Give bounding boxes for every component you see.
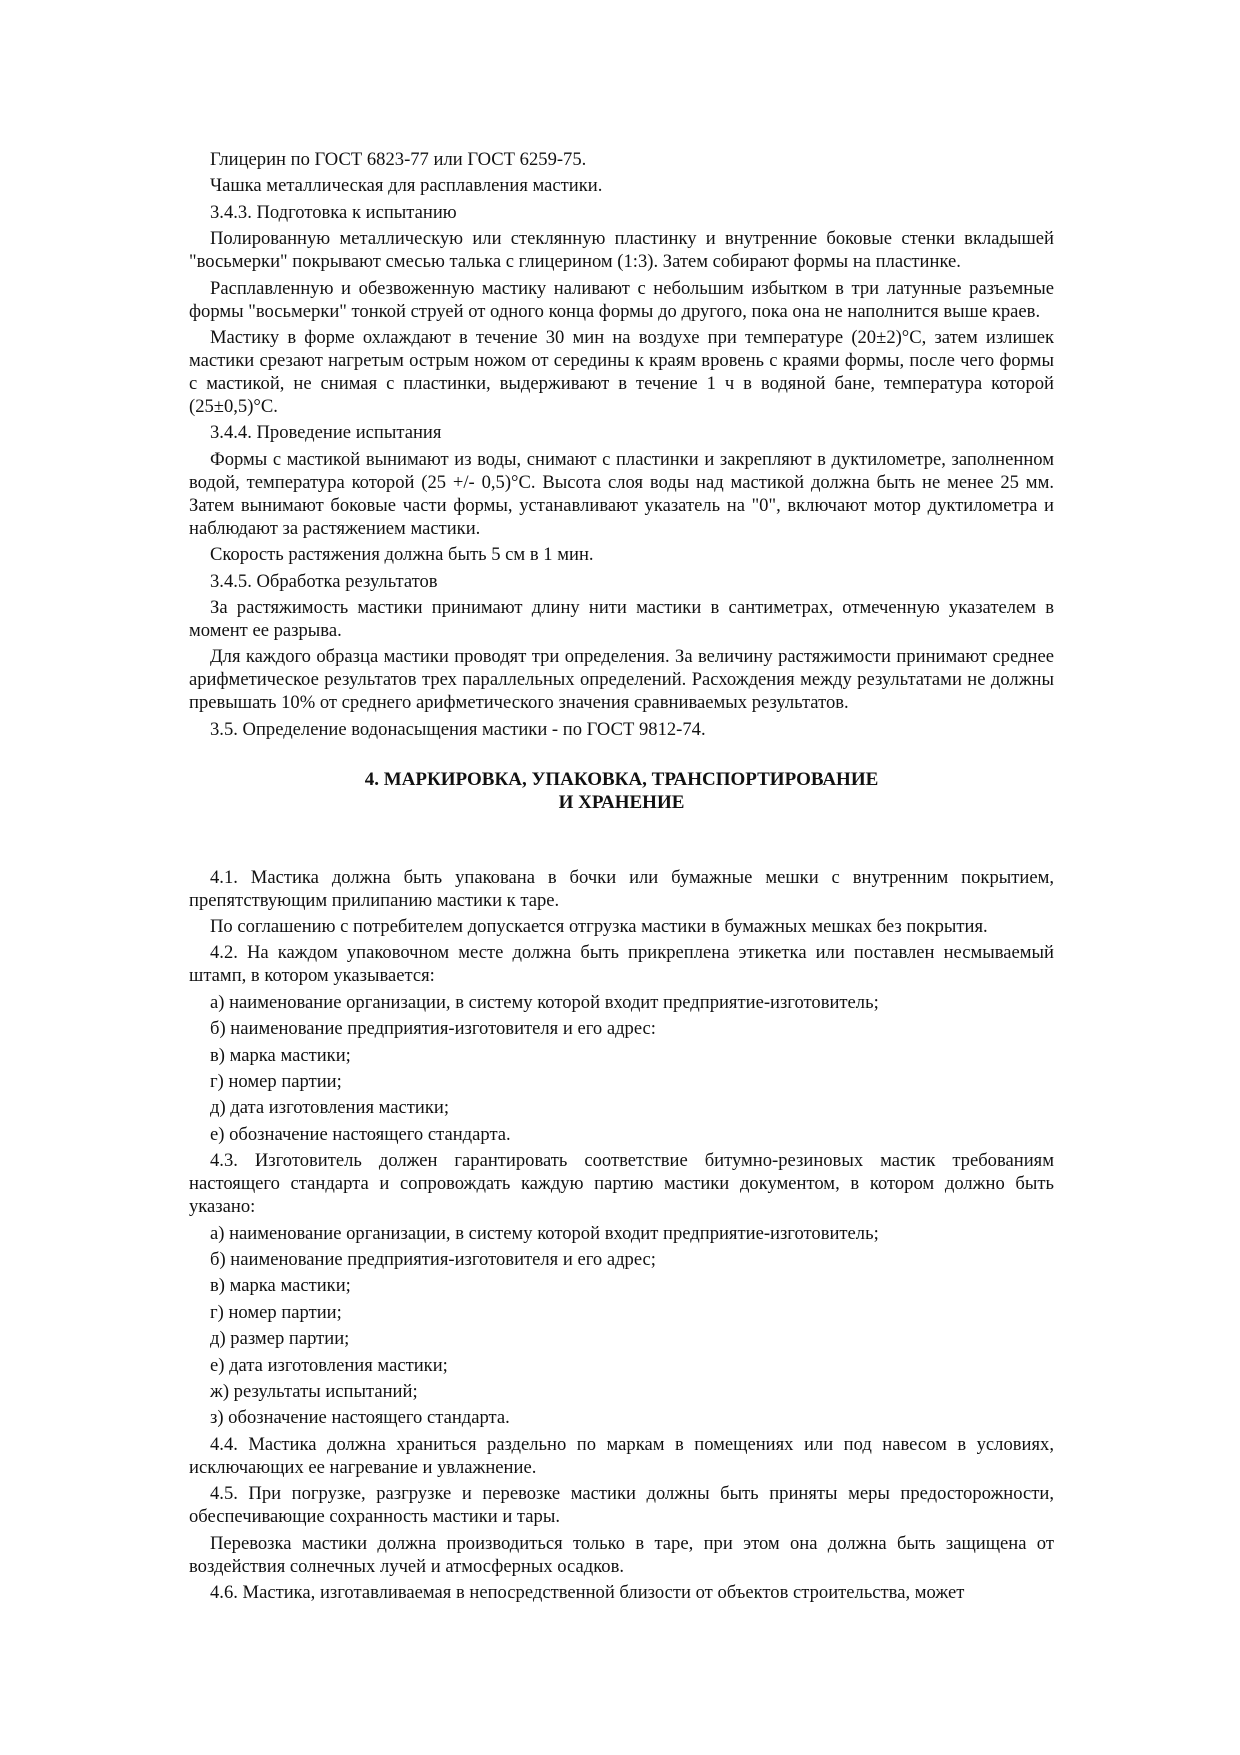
list-item: б) наименование предприятия-изготовителя и его адрес; <box>210 1248 656 1270</box>
paragraph: Скорость растяжения должна быть 5 см в 1 мин. <box>210 544 594 566</box>
list-item: з) обозначение настоящего стандарта. <box>210 1407 510 1429</box>
list-item: в) марка мастики; <box>210 1275 351 1297</box>
paragraph: По соглашению с потребителем допускается отгрузка мастики в бумажных мешках без покрытия. <box>210 916 988 938</box>
paragraph: 3.5. Определение водонасыщения мастики - по ГОСТ 9812-74. <box>210 718 706 740</box>
list-item: д) дата изготовления мастики; <box>210 1097 450 1119</box>
paragraph: Мастику в форме охлаждают в течение 30 мин на воздухе при температуре (20±2)°С, затем излишек мастики срезают нагретым острым ножом от середины к краям вровень с краями формы, после чего формы с мастикой, не снимая с пластинки, выдерживают в течение 1 ч в водяной бане, температура которой (25±0,5)°С. <box>189 326 1054 417</box>
paragraph: Формы с мастикой вынимают из воды, снимают с пластинки и закрепляют в дуктилометре, заполненном водой, температура которой (25 +/- 0,5)°С. Высота слоя воды над мастикой должна быть не менее 25 мм. Затем вынимают боковые части формы, устанавливают указатель на "0", включают мотор дуктилометра и наблюдают за растяжением мастики. <box>189 448 1054 539</box>
paragraph: 4.1. Мастика должна быть упакована в бочки или бумажные мешки с внутренним покрытием, препятствующим прилипанию мастики к таре. <box>189 866 1054 911</box>
document-page <box>189 148 1054 1607</box>
section-3-paragraphs <box>189 148 1054 741</box>
paragraph: 4.2. На каждом упаковочном месте должна быть прикреплена этикетка или поставлен несмываемый штамп, в котором указывается: <box>189 942 1054 987</box>
paragraph: Перевозка мастики должна производиться только в таре, при этом она должна быть защищена от воздействия солнечных лучей и атмосферных осадков. <box>189 1532 1054 1577</box>
list-item: ж) результаты испытаний; <box>210 1380 418 1402</box>
list-item: в) марка мастики; <box>210 1044 351 1066</box>
paragraph: Расплавленную и обезвоженную мастику наливают с небольшим избытком в три латунные разъемные формы "восьмерки" тонкой струей от одного конца формы до другого, пока она не наполнится выше краев. <box>189 277 1054 322</box>
section-heading-line1: 4. МАРКИРОВКА, УПАКОВКА, ТРАНСПОРТИРОВАНИЕ <box>364 768 879 790</box>
paragraph: 4.6. Мастика, изготавливаемая в непосредственной близости от объектов строительства, может <box>210 1581 965 1603</box>
paragraph: 4.3. Изготовитель должен гарантировать соответствие битумно-резиновых мастик требованиям настоящего стандарта и сопровождать каждую партию мастики документом, в котором должно быть указано: <box>189 1150 1054 1218</box>
subsection-title: 3.4.5. Обработка результатов <box>210 570 438 592</box>
paragraph: 4.4. Мастика должна храниться раздельно по маркам в помещениях или под навесом в условиях, исключающих ее нагревание и увлажнение. <box>189 1433 1054 1478</box>
subsection-title: 3.4.4. Проведение испытания <box>210 422 442 444</box>
list-item: е) обозначение настоящего стандарта. <box>210 1123 511 1145</box>
section-4-paragraphs <box>189 866 1054 1604</box>
section-heading-line2: И ХРАНЕНИЕ <box>558 791 685 813</box>
list-item: а) наименование организации, в систему которой входит предприятие-изготовитель; <box>210 991 879 1013</box>
list-item: е) дата изготовления мастики; <box>210 1354 448 1376</box>
list-item: б) наименование предприятия-изготовителя и его адрес: <box>210 1018 656 1040</box>
list-item: г) номер партии; <box>210 1301 342 1323</box>
paragraph: Чашка металлическая для расплавления мастики. <box>210 175 603 197</box>
section-heading <box>189 768 1054 814</box>
paragraph: Полированную металлическую или стеклянную пластинку и внутренние боковые стенки вкладышей "восьмерки" покрывают смесью талька с глицерином (1:3). Затем собирают формы на пластинке. <box>189 228 1054 273</box>
subsection-title: 3.4.3. Подготовка к испытанию <box>210 201 457 223</box>
paragraph: За растяжимость мастики принимают длину нити мастики в сантиметрах, отмеченную указателем в момент ее разрыва. <box>189 596 1054 641</box>
paragraph: Для каждого образца мастики проводят три определения. За величину растяжимости принимают среднее арифметическое результатов трех параллельных определений. Расхождения между результатами не должны превышать 10% от среднего арифметического значения сравниваемых результатов. <box>189 646 1054 714</box>
list-item: а) наименование организации, в систему которой входит предприятие-изготовитель; <box>210 1222 879 1244</box>
list-item: д) размер партии; <box>210 1328 350 1350</box>
list-item: г) номер партии; <box>210 1071 342 1093</box>
paragraph: 4.5. При погрузке, разгрузке и перевозке мастики должны быть приняты меры предосторожности, обеспечивающие сохранность мастики и тары. <box>189 1483 1054 1528</box>
paragraph: Глицерин по ГОСТ 6823-77 или ГОСТ 6259-75. <box>210 149 587 170</box>
